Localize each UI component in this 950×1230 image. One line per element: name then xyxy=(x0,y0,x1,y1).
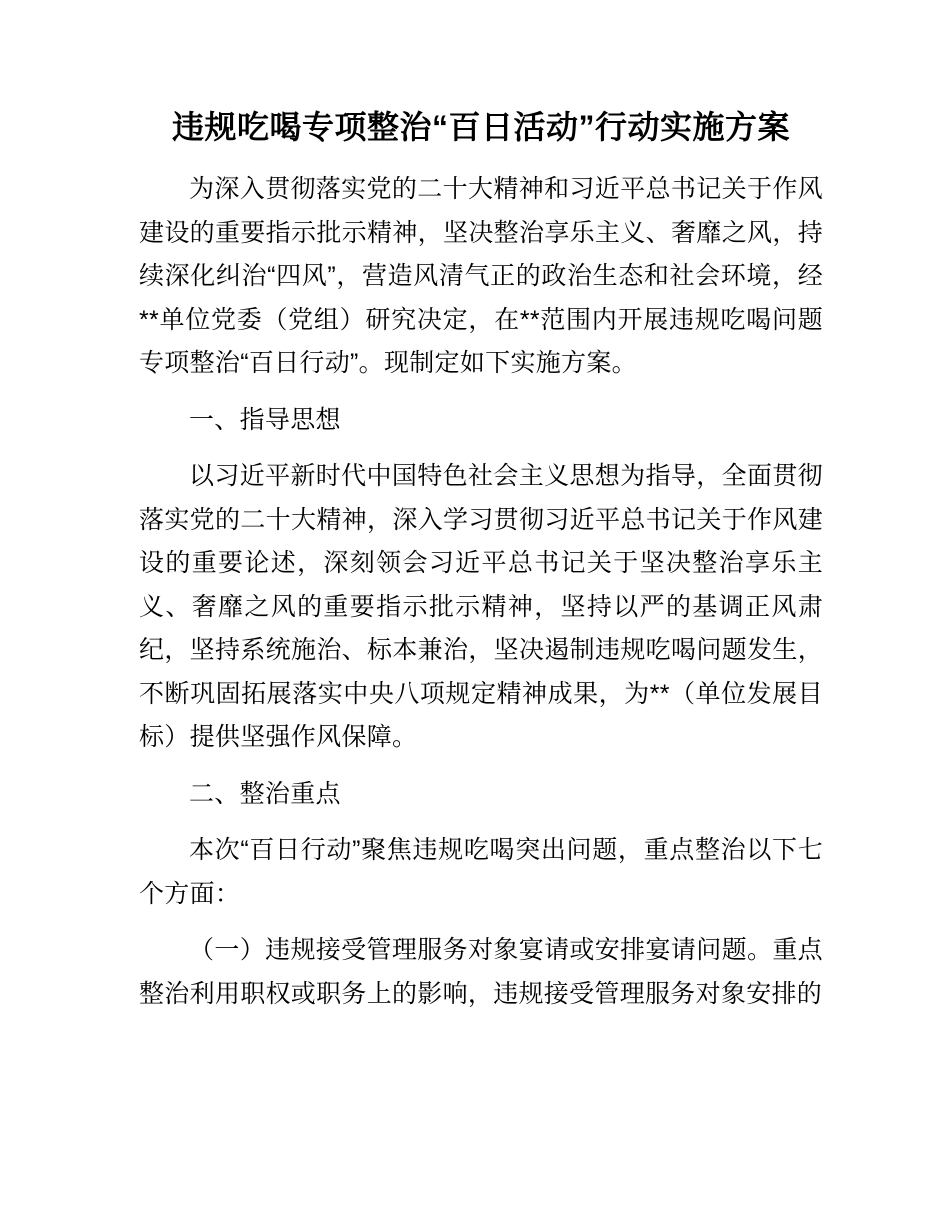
document-title: 违规吃喝专项整治“百日活动”行动实施方案 xyxy=(171,109,790,145)
paragraph-guiding-ideology-body: 以习近平新时代中国特色社会主义思想为指导，全面贯彻落实党的二十大精神，深入学习贯彻习近平总书记关于作风建设的重要论述，深刻领会习近平总书记关于坚决整治享乐主义、奢靡之风的重要指示批示精神，坚持以严的基调正风肃纪，坚持系统施治、标本兼治，坚决遏制违规吃喝问题发生，不断巩固拓展落实中央八项规定精神成果，为**（单位发展目标）提供坚强作风保障。 xyxy=(139,462,823,751)
paragraph-rectification-focus-intro: 本次“百日行动”聚焦违规吃喝突出问题，重点整治以下七个方面： xyxy=(139,836,823,908)
paragraph-intro: 为深入贯彻落实党的二十大精神和习近平总书记关于作风建设的重要指示批示精神，坚决整治享乐主义、奢靡之风，持续深化纠治“四风”，营造风清气正的政治生态和社会环境，经**单位党委（党组）研究决定，在**范围内开展违规吃喝问题专项整治“百日行动”。现制定如下实施方案。 xyxy=(139,175,823,377)
paragraph-item-one: （一）违规接受管理服务对象宴请或安排宴请问题。重点整治利用职权或职务上的影响，违规接受管理服务对象安排的 xyxy=(139,936,823,1008)
section-heading-rectification-focus: 二、整治重点 xyxy=(189,779,341,808)
section-heading-guiding-ideology: 一、指导思想 xyxy=(189,405,341,434)
